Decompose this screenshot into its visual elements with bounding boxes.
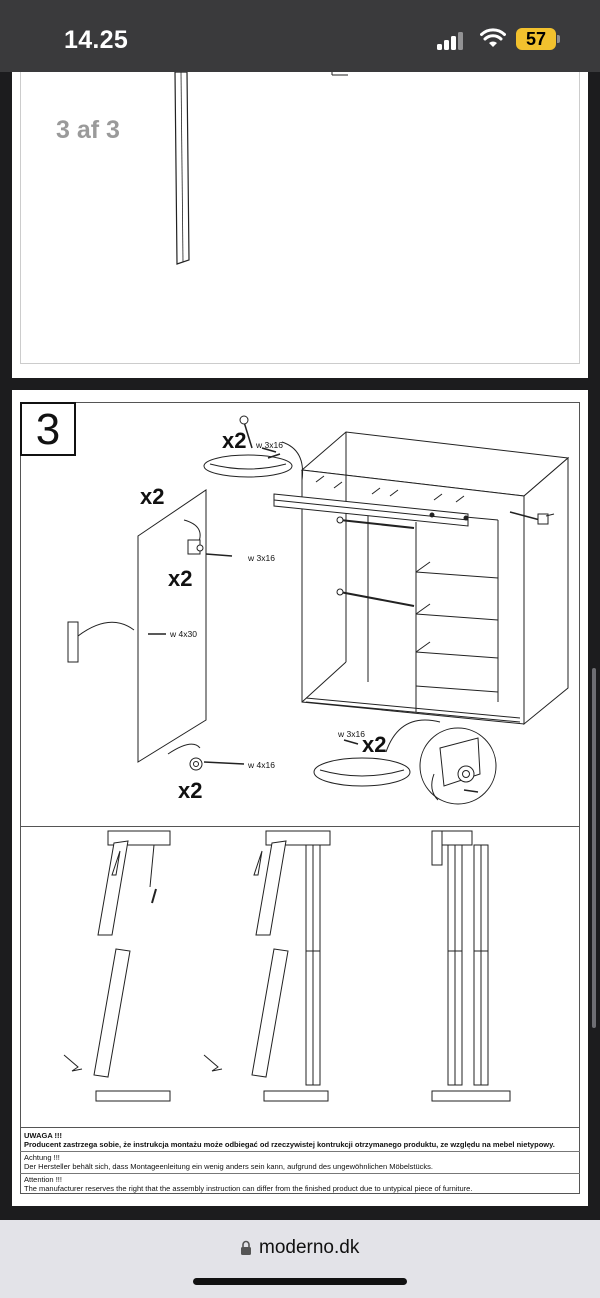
- door-installation-diagram: [20, 827, 580, 1127]
- home-indicator[interactable]: [193, 1278, 407, 1285]
- lock-icon: [240, 1240, 252, 1255]
- screw-size-label: w 4x30: [170, 629, 197, 639]
- quantity-label: x2: [222, 428, 247, 453]
- screw-size-label: w 3x16: [338, 729, 365, 739]
- quantity-label: x2: [168, 566, 193, 591]
- note-heading: Attention !!!: [24, 1175, 62, 1184]
- note-heading: Achtung !!!: [24, 1153, 60, 1162]
- browser-address-bar[interactable]: [0, 1220, 600, 1298]
- assembly-diagram: [20, 402, 580, 826]
- screw-size-label: w 3x16: [256, 440, 283, 450]
- url-text[interactable]: moderno.dk: [259, 1237, 360, 1258]
- battery-icon: [516, 28, 560, 52]
- scrollbar[interactable]: [592, 668, 596, 1028]
- cellular-signal-icon: [437, 30, 467, 50]
- quantity-label: x2: [178, 778, 203, 803]
- wifi-icon: [480, 27, 506, 49]
- quantity-label: x2: [362, 732, 387, 757]
- warning-notes: [20, 1127, 580, 1194]
- screw-size-label: w 4x16: [248, 760, 275, 770]
- quantity-label: x2: [140, 484, 165, 509]
- note-heading: UWAGA !!!: [24, 1131, 63, 1140]
- note-text: The manufacturer reserves the right that the assembly instruction can differ from the finished product due to untypical piece of furniture.: [24, 1184, 473, 1193]
- step-number: 3: [35, 405, 61, 454]
- status-bar: [0, 0, 600, 72]
- note-text: Producent zastrzega sobie, że instrukcja montażu może odbiegać od rzeczywistej kontrukcji otrzymanego produktu, ze względu na mebel nietypowy.: [24, 1140, 555, 1149]
- status-time: 14.25: [64, 26, 129, 54]
- screw-size-label: w 3x16: [248, 553, 275, 563]
- battery-level: 57: [525, 29, 547, 49]
- note-text: Der Hersteller behält sich, dass Montageenleitung ein wenig anders sein kann, aufgrund des ungewöhnlichen Möbelstücks.: [24, 1162, 433, 1171]
- page-indicator: 3 af 3: [56, 116, 120, 144]
